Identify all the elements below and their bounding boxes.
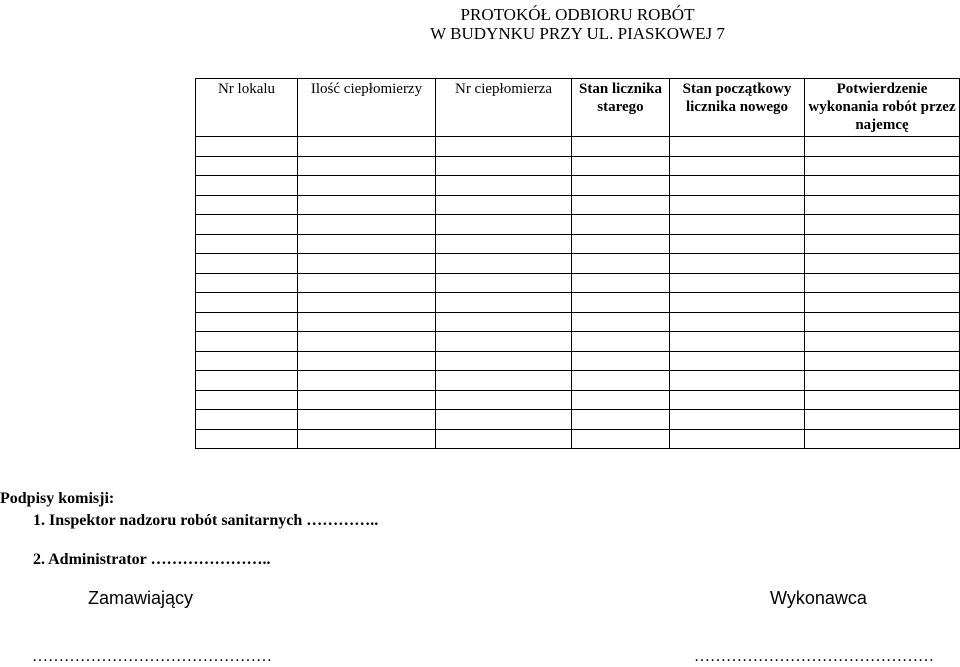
table-row — [196, 137, 960, 157]
table-cell[interactable] — [196, 410, 298, 430]
document-title — [0, 5, 960, 43]
table-cell[interactable] — [670, 254, 805, 274]
table-cell[interactable] — [670, 234, 805, 254]
table-cell[interactable] — [196, 137, 298, 157]
table-cell[interactable] — [572, 156, 670, 176]
table-cell[interactable] — [572, 254, 670, 274]
table-cell[interactable] — [805, 410, 960, 430]
table-cell[interactable] — [805, 254, 960, 274]
table-cell[interactable] — [805, 293, 960, 313]
table-cell[interactable] — [436, 390, 572, 410]
table-cell[interactable] — [805, 351, 960, 371]
table-row — [196, 390, 960, 410]
orderer-label: Zamawiający — [88, 588, 194, 608]
table-row — [196, 351, 960, 371]
inspection-table — [195, 78, 960, 449]
table-cell[interactable] — [572, 137, 670, 157]
table-cell[interactable] — [196, 390, 298, 410]
table-cell[interactable] — [196, 195, 298, 215]
table-cell[interactable] — [572, 371, 670, 391]
table-cell[interactable] — [436, 254, 572, 274]
table-cell[interactable] — [298, 254, 436, 274]
table-cell[interactable] — [572, 332, 670, 352]
table-cell[interactable] — [670, 351, 805, 371]
table-cell[interactable] — [572, 195, 670, 215]
table-cell[interactable] — [298, 273, 436, 293]
table-cell[interactable] — [805, 156, 960, 176]
table-cell[interactable] — [298, 390, 436, 410]
table-cell[interactable] — [298, 137, 436, 157]
table-cell[interactable] — [572, 176, 670, 196]
table-cell[interactable] — [196, 429, 298, 449]
table-cell[interactable] — [572, 215, 670, 235]
table-cell[interactable] — [670, 429, 805, 449]
table-cell[interactable] — [436, 195, 572, 215]
table-cell[interactable] — [670, 176, 805, 196]
table-cell[interactable] — [805, 215, 960, 235]
header-old-meter-reading: Stan licznika starego — [572, 79, 670, 137]
table-cell[interactable] — [196, 176, 298, 196]
table-cell[interactable] — [670, 371, 805, 391]
contractor-signature-line: ……………………………………… — [694, 648, 934, 665]
table-row — [196, 254, 960, 274]
table-cell[interactable] — [436, 156, 572, 176]
table-cell[interactable] — [436, 312, 572, 332]
table-body — [196, 137, 960, 449]
table-cell[interactable] — [436, 215, 572, 235]
table-row — [196, 156, 960, 176]
table-cell[interactable] — [196, 156, 298, 176]
contractor-label: Wykonawca — [770, 588, 867, 608]
table-cell[interactable] — [298, 293, 436, 313]
table-cell[interactable] — [196, 254, 298, 274]
table-cell[interactable] — [196, 273, 298, 293]
table-cell[interactable] — [298, 371, 436, 391]
table-row — [196, 312, 960, 332]
table-cell[interactable] — [670, 332, 805, 352]
table-cell[interactable] — [670, 293, 805, 313]
table-cell[interactable] — [670, 390, 805, 410]
table-cell[interactable] — [298, 312, 436, 332]
table-cell[interactable] — [572, 312, 670, 332]
table-cell[interactable] — [196, 215, 298, 235]
table-cell[interactable] — [298, 195, 436, 215]
table-cell[interactable] — [298, 234, 436, 254]
table-cell[interactable] — [298, 176, 436, 196]
table-cell[interactable] — [436, 137, 572, 157]
table-cell[interactable] — [196, 312, 298, 332]
header-apartment-number: Nr lokalu — [196, 79, 298, 137]
table-row — [196, 332, 960, 352]
table-cell[interactable] — [436, 332, 572, 352]
signatures-heading: Podpisy komisji: — [0, 490, 115, 507]
table-cell[interactable] — [436, 410, 572, 430]
table-cell[interactable] — [298, 215, 436, 235]
table-row — [196, 410, 960, 430]
table-cell[interactable] — [298, 429, 436, 449]
table-cell[interactable] — [196, 351, 298, 371]
table-cell[interactable] — [436, 293, 572, 313]
signature-item-administrator: 2. Administrator ………………….. — [33, 551, 271, 568]
table-cell[interactable] — [436, 351, 572, 371]
table-cell[interactable] — [572, 390, 670, 410]
table-cell[interactable] — [805, 195, 960, 215]
table-cell[interactable] — [436, 371, 572, 391]
table-cell[interactable] — [436, 234, 572, 254]
table-cell[interactable] — [670, 215, 805, 235]
table-cell[interactable] — [572, 429, 670, 449]
table-cell[interactable] — [805, 137, 960, 157]
table-cell[interactable] — [670, 312, 805, 332]
header-row — [196, 79, 960, 137]
table-cell[interactable] — [298, 156, 436, 176]
table-cell[interactable] — [670, 273, 805, 293]
table-row — [196, 371, 960, 391]
table-row — [196, 215, 960, 235]
table-cell[interactable] — [572, 273, 670, 293]
table-cell[interactable] — [805, 312, 960, 332]
table-cell[interactable] — [805, 390, 960, 410]
table-row — [196, 176, 960, 196]
table-cell[interactable] — [805, 176, 960, 196]
signature-item-inspector: 1. Inspektor nadzoru robót sanitarnych ………….. — [33, 512, 379, 529]
table-cell[interactable] — [572, 351, 670, 371]
table-cell[interactable] — [436, 176, 572, 196]
table-cell[interactable] — [805, 371, 960, 391]
table-cell[interactable] — [572, 410, 670, 430]
header-new-meter-initial-reading: Stan początkowy licznika nowego — [670, 79, 805, 137]
table-cell[interactable] — [805, 332, 960, 352]
table-cell[interactable] — [670, 195, 805, 215]
title-line-2: W BUDYNKU PRZY UL. PIASKOWEJ 7 — [430, 24, 725, 43]
table-cell[interactable] — [196, 234, 298, 254]
table-cell[interactable] — [572, 234, 670, 254]
table-cell[interactable] — [298, 351, 436, 371]
table-row — [196, 273, 960, 293]
table-cell[interactable] — [572, 293, 670, 313]
header-tenant-confirmation: Potwierdzenie wykonania robót przez najemcę — [805, 79, 960, 137]
table-cell[interactable] — [805, 234, 960, 254]
table-cell[interactable] — [670, 410, 805, 430]
title-line-1: PROTOKÓŁ ODBIORU ROBÓT — [460, 5, 695, 24]
header-meter-number: Nr ciepłomierza — [436, 79, 572, 137]
orderer-signature-line: ……………………………………… — [32, 648, 272, 665]
table-cell[interactable] — [805, 429, 960, 449]
table-cell[interactable] — [805, 273, 960, 293]
table-cell[interactable] — [196, 371, 298, 391]
header-meter-count: Ilość ciepłomierzy — [298, 79, 436, 137]
table-row — [196, 234, 960, 254]
table-cell[interactable] — [436, 429, 572, 449]
table-cell[interactable] — [670, 156, 805, 176]
table-cell[interactable] — [196, 332, 298, 352]
table-row — [196, 429, 960, 449]
table-cell[interactable] — [196, 293, 298, 313]
table-cell[interactable] — [670, 137, 805, 157]
table-row — [196, 195, 960, 215]
table-cell[interactable] — [298, 332, 436, 352]
table-row — [196, 293, 960, 313]
table-cell[interactable] — [298, 410, 436, 430]
table-cell[interactable] — [436, 273, 572, 293]
